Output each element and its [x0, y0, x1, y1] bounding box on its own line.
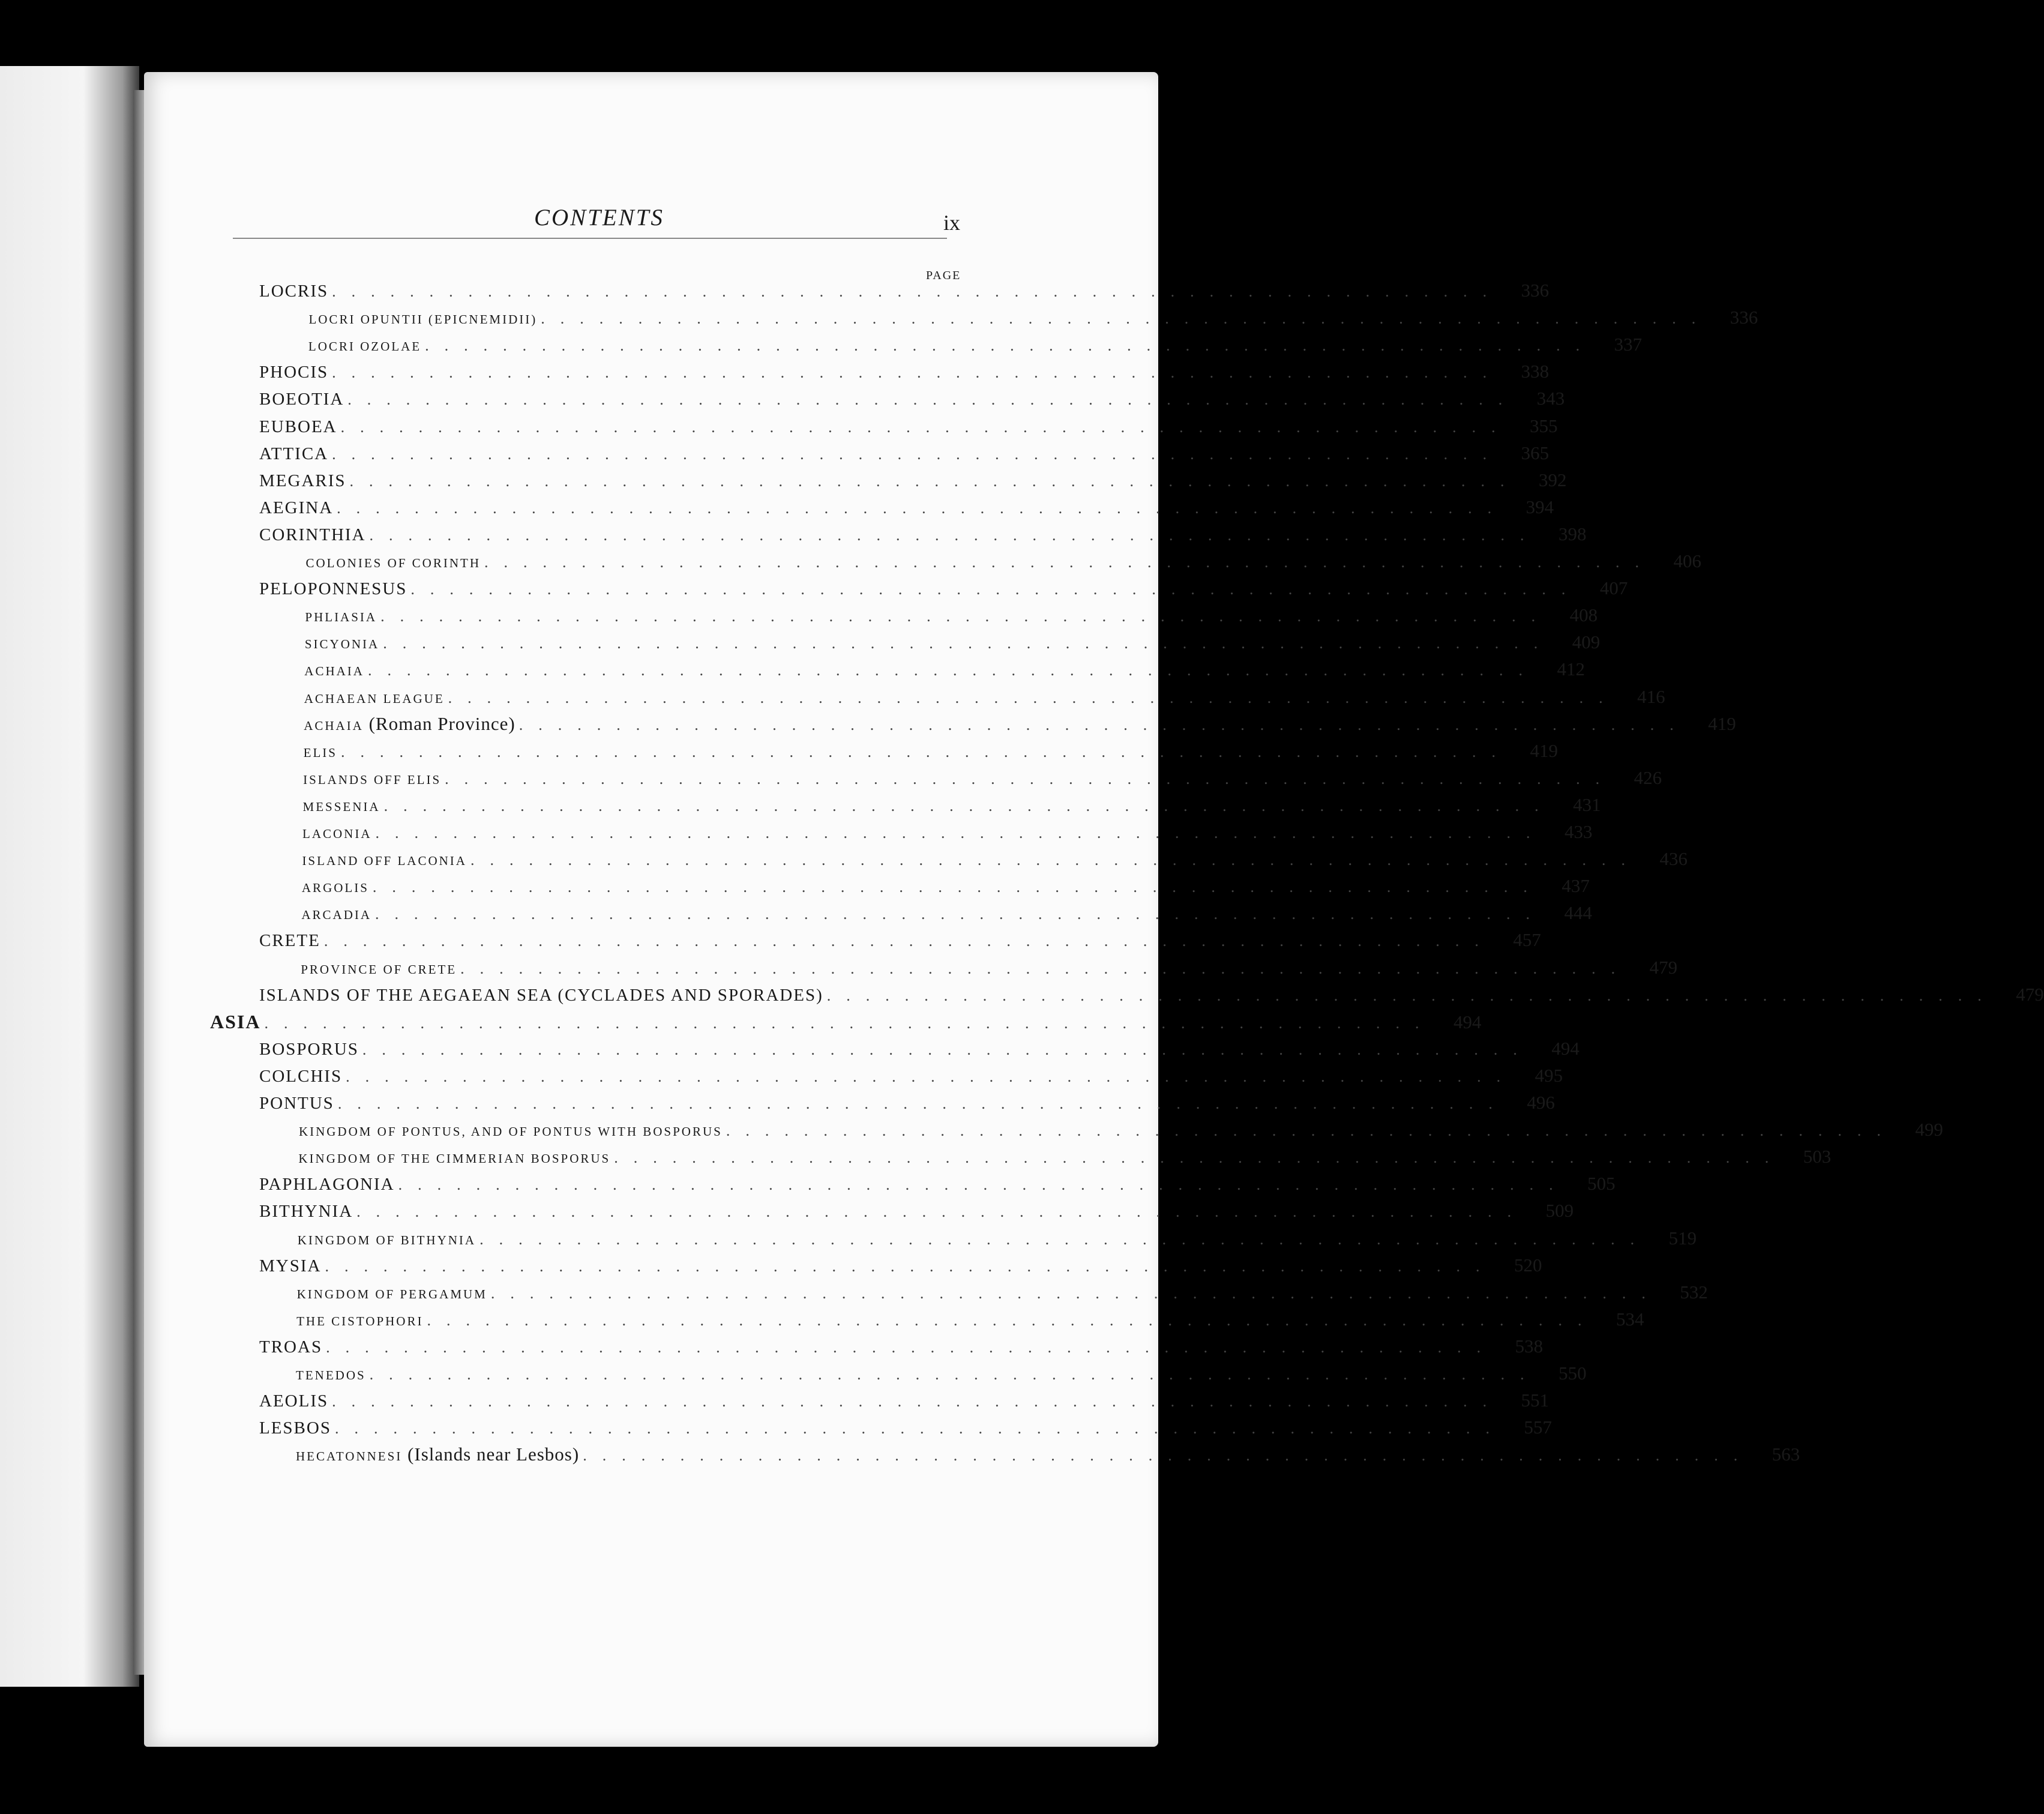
- entry-title-text: PROVINCE OF CRETE: [301, 962, 457, 977]
- entry-page-number: 338: [1521, 361, 1550, 382]
- contents-entry: [302, 794, 1601, 821]
- entry-page-number: 433: [1565, 821, 1593, 842]
- dot-leader: ............................................................: [380, 607, 1551, 625]
- contents-entry: [259, 1254, 1542, 1281]
- entry-page-number: 398: [1559, 523, 1587, 544]
- contents-entry: [259, 1335, 1544, 1362]
- entry-title-text: PELOPONNESUS: [259, 579, 407, 599]
- entry-title: [304, 713, 519, 735]
- entry-title: [259, 1202, 356, 1222]
- entry-page-number: 337: [1614, 334, 1643, 355]
- dot-leader: ............................................................: [369, 526, 1540, 544]
- entry-title-text: LOCRIS: [259, 282, 329, 301]
- dot-leader: ............................................................: [337, 1095, 1508, 1112]
- entry-title: [259, 525, 370, 545]
- entry-title: [259, 444, 332, 464]
- entry-page-number: 551: [1521, 1390, 1550, 1411]
- contents-entry: [296, 1308, 1644, 1335]
- entry-title-text: AEOLIS: [259, 1391, 329, 1411]
- dot-leader: ............................................................: [264, 1014, 1435, 1032]
- entry-page-number: 419: [1530, 740, 1558, 761]
- entry-title: [296, 1444, 583, 1465]
- entry-page-number: 409: [1572, 631, 1601, 653]
- contents-entry: [305, 604, 1598, 631]
- entry-page-number: 532: [1680, 1281, 1708, 1303]
- contents-entry: [304, 631, 1601, 658]
- entry-title: [259, 1175, 398, 1195]
- dot-leader: ............................................................: [490, 1284, 1661, 1302]
- contents-entry: [303, 767, 1662, 794]
- entry-page-number: 494: [1551, 1037, 1580, 1059]
- contents-entry: [259, 496, 1554, 523]
- dot-leader: ............................................................: [332, 364, 1503, 382]
- entry-title: [304, 746, 341, 761]
- entry-page-number: 534: [1616, 1308, 1644, 1330]
- contents-entry: [298, 1146, 1832, 1172]
- contents-entry: [259, 1064, 1563, 1091]
- entry-title-text: HECATONNESI: [296, 1449, 403, 1464]
- entry-title: [301, 962, 460, 977]
- dot-leader: ............................................................: [541, 310, 1712, 328]
- entry-page-number: 496: [1527, 1092, 1555, 1113]
- contents-entry: [259, 415, 1558, 442]
- dot-leader: ............................................................: [425, 337, 1596, 355]
- entry-title-text: ELIS: [303, 745, 337, 760]
- entry-title-text: COLONIES OF CORINTH: [305, 556, 481, 570]
- entry-title-text: LOCRI OZOLAE: [308, 339, 422, 354]
- entry-title-text: PONTUS: [259, 1094, 334, 1113]
- contents-entry: [308, 307, 1758, 333]
- contents-entry: [303, 740, 1558, 767]
- entry-title: [308, 312, 541, 327]
- entry-title-text: COLCHIS: [259, 1066, 343, 1086]
- entry-title-text: TENEDOS: [296, 1368, 366, 1382]
- entry-title: [259, 498, 337, 518]
- entry-title-text: ASIA: [210, 1010, 261, 1032]
- entry-title: [296, 1368, 370, 1383]
- entry-title: [306, 556, 485, 571]
- entry-title-extra: (Islands near Lesbos): [402, 1444, 580, 1465]
- dot-leader: ............................................................: [519, 716, 1689, 734]
- entry-title: [301, 908, 375, 923]
- entry-title: [259, 282, 332, 301]
- entry-title-text: LOCRI OPUNTII (EPICNEMIDII): [308, 312, 538, 327]
- entry-page-number: 499: [1915, 1119, 1943, 1141]
- entry-title-text: EUBOEA: [259, 417, 337, 436]
- contents-entry: [308, 334, 1643, 360]
- entry-page-number: 509: [1545, 1200, 1574, 1222]
- entry-title-text: LACONIA: [302, 827, 372, 841]
- dot-leader: ............................................................: [332, 445, 1503, 463]
- page-number: ix: [943, 211, 961, 235]
- entry-title-text: ACHAIA: [304, 664, 364, 679]
- dot-leader: ............................................................: [356, 1203, 1527, 1221]
- entry-title: [303, 800, 384, 815]
- entry-page-number: 406: [1673, 550, 1702, 571]
- entry-page-number: 419: [1708, 713, 1736, 734]
- entry-title: [259, 390, 347, 409]
- dot-leader: ............................................................: [323, 932, 1494, 950]
- entry-page-number: 557: [1524, 1417, 1552, 1438]
- dot-leader: ............................................................: [325, 1257, 1495, 1275]
- entry-title-text: ISLANDS OF THE AEGAEAN SEA (CYCLADES AND SPORADES): [259, 985, 823, 1005]
- contents-entry: [304, 658, 1585, 685]
- entry-title-text: TROAS: [259, 1337, 323, 1357]
- entry-title: [259, 417, 341, 437]
- dot-leader: ............................................................: [367, 661, 1538, 679]
- entry-title: [259, 1418, 335, 1438]
- contents-entry: [259, 929, 1541, 956]
- running-title: CONTENTS: [534, 205, 664, 231]
- contents-entry: [298, 1119, 1943, 1145]
- contents-entry: [259, 1390, 1550, 1416]
- entry-title: [304, 664, 368, 679]
- entry-title-text: BOSPORUS: [259, 1039, 359, 1059]
- dot-leader: ............................................................: [383, 634, 1554, 652]
- entry-title-text: KINGDOM OF PONTUS, AND OF PONTUS WITH BOSPORUS: [298, 1124, 723, 1139]
- entry-title: [259, 471, 350, 491]
- entry-title-text: THE CISTOPHORI: [296, 1313, 424, 1328]
- contents-entry: [259, 280, 1550, 306]
- contents-entry: [259, 1037, 1580, 1064]
- entry-page-number: 563: [1772, 1444, 1800, 1465]
- entry-page-number: 479: [1649, 956, 1678, 978]
- entry-page-number: 550: [1559, 1363, 1587, 1384]
- entry-title-text: CORINTHIA: [259, 525, 366, 544]
- entry-title-text: LESBOS: [259, 1418, 331, 1438]
- entry-title-text: PAPHLAGONIA: [259, 1175, 395, 1195]
- entry-title-text: MESSENIA: [302, 799, 380, 814]
- entry-page-number: 426: [1634, 767, 1662, 788]
- entry-title: [259, 579, 410, 599]
- contents-entry: [259, 1173, 1616, 1199]
- dot-leader: ............................................................: [410, 580, 1581, 598]
- contents-entry: [301, 875, 1590, 902]
- entry-title-text: BITHYNIA: [259, 1202, 353, 1222]
- dot-leader: ............................................................: [583, 1447, 1754, 1465]
- entry-page-number: 336: [1730, 307, 1758, 328]
- dot-leader: ............................................................: [326, 1338, 1497, 1356]
- entry-page-number: 416: [1637, 686, 1665, 707]
- entry-title: [259, 1337, 326, 1357]
- contents-entry: [296, 1281, 1708, 1308]
- entry-title: [305, 637, 383, 652]
- entry-title: [304, 692, 448, 707]
- dot-leader: ............................................................: [826, 986, 1997, 1004]
- entry-page-number: 437: [1562, 875, 1590, 897]
- page-column-label: PAGE: [926, 269, 961, 282]
- entry-title-text: SICYONIA: [304, 637, 380, 652]
- entry-page-number: 479: [2016, 983, 2044, 1005]
- contents-entry: [259, 983, 2044, 1010]
- dot-leader: ............................................................: [346, 1067, 1516, 1085]
- entry-title-text: MYSIA: [259, 1256, 322, 1276]
- entry-title: [308, 339, 425, 354]
- entry-page-number: 436: [1659, 848, 1688, 870]
- entry-title: [302, 881, 373, 896]
- dot-leader: ............................................................: [614, 1149, 1785, 1167]
- entry-page-number: 408: [1569, 604, 1598, 626]
- entry-title-text: MEGARIS: [259, 471, 346, 490]
- entry-title: [303, 773, 445, 788]
- entry-page-number: 505: [1587, 1173, 1616, 1195]
- entry-title: [302, 827, 376, 842]
- contents-entry: [305, 550, 1702, 577]
- entry-title: [297, 1287, 491, 1302]
- contents-entry: [304, 713, 1736, 740]
- entry-page-number: 365: [1521, 442, 1550, 463]
- entry-title: [259, 1256, 325, 1276]
- entry-title: [259, 986, 827, 1005]
- dot-leader: ............................................................: [398, 1176, 1569, 1194]
- dot-leader: ............................................................: [332, 283, 1503, 300]
- contents-entry: [301, 902, 1593, 929]
- dot-leader: ............................................................: [340, 743, 1511, 761]
- entry-page-number: 520: [1513, 1254, 1542, 1276]
- contents-entry: [210, 1010, 1482, 1037]
- contents-entry: [259, 1200, 1574, 1226]
- entry-page-number: 519: [1668, 1227, 1697, 1249]
- entry-page-number: 494: [1453, 1011, 1482, 1032]
- entry-page-number: 343: [1536, 388, 1565, 409]
- contents-entry: [259, 361, 1550, 387]
- dot-leader: ............................................................: [460, 959, 1631, 977]
- entry-title: [259, 1094, 338, 1113]
- entry-page-number: 444: [1564, 902, 1593, 924]
- contents-entry: [259, 469, 1567, 496]
- dot-leader: ............................................................: [479, 1230, 1650, 1248]
- dot-leader: ............................................................: [484, 553, 1655, 571]
- entry-page-number: 355: [1530, 415, 1558, 436]
- dot-leader: ............................................................: [372, 878, 1543, 896]
- entry-title-text: BOEOTIA: [259, 390, 344, 409]
- entry-title-text: ACHAIA: [304, 718, 364, 733]
- entry-title-text: ARGOLIS: [301, 881, 369, 896]
- entry-page-number: 538: [1515, 1335, 1544, 1357]
- dot-leader: ............................................................: [332, 1393, 1503, 1411]
- entry-page-number: 412: [1557, 658, 1585, 680]
- dot-leader: ............................................................: [445, 770, 1616, 788]
- entry-page-number: 431: [1573, 794, 1601, 815]
- contents-entry: [297, 1227, 1697, 1254]
- contents-entry: [259, 1417, 1552, 1443]
- entry-title-text: ISLAND OFF LACONIA: [302, 854, 467, 869]
- entry-title-text: CRETE: [259, 931, 320, 951]
- entry-title-text: PHOCIS: [259, 363, 329, 382]
- entry-title: [298, 1151, 614, 1166]
- contents-entry: [301, 956, 1678, 983]
- contents-entry: [259, 442, 1550, 469]
- entry-title-text: AEGINA: [259, 498, 334, 517]
- dot-leader: ............................................................: [340, 418, 1511, 436]
- dot-leader: ............................................................: [470, 851, 1641, 869]
- entry-page-number: 336: [1521, 280, 1550, 301]
- dot-leader: ............................................................: [337, 499, 1507, 517]
- entry-title-text: ARCADIA: [301, 908, 372, 923]
- entry-title-text: PHLIASIA: [305, 610, 377, 625]
- contents-entry: [259, 577, 1628, 604]
- entry-title-text: KINGDOM OF PERGAMUM: [296, 1286, 487, 1301]
- entry-title: [302, 854, 470, 869]
- entry-page-number: 503: [1803, 1146, 1832, 1168]
- contents-entry: [302, 848, 1688, 875]
- dot-leader: ............................................................: [383, 797, 1554, 815]
- entry-title-text: ACHAEAN LEAGUE: [304, 691, 445, 706]
- entry-title: [259, 931, 324, 951]
- entry-title: [259, 1067, 346, 1086]
- dot-leader: ............................................................: [334, 1420, 1505, 1438]
- entry-title-text: KINGDOM OF THE CIMMERIAN BOSPORUS: [298, 1151, 611, 1166]
- entry-title-extra: (Roman Province): [363, 713, 516, 734]
- entry-title: [299, 1124, 726, 1139]
- dot-leader: ............................................................: [347, 391, 1518, 409]
- dot-leader: ............................................................: [448, 689, 1619, 707]
- contents-entry: [259, 523, 1587, 550]
- dot-leader: ............................................................: [362, 1040, 1533, 1058]
- dot-leader: ............................................................: [375, 905, 1546, 923]
- contents-entry: [259, 1092, 1555, 1118]
- contents-entry: [259, 388, 1565, 414]
- entry-title: [298, 1233, 479, 1248]
- dot-leader: ............................................................: [427, 1311, 1598, 1329]
- contents-entry: [296, 1444, 1800, 1470]
- entry-page-number: 407: [1599, 577, 1628, 599]
- entry-title: [305, 610, 380, 625]
- dot-leader: ............................................................: [369, 1366, 1540, 1383]
- entry-title: [259, 363, 332, 382]
- contents-entry: [302, 821, 1593, 848]
- entry-title-text: ATTICA: [259, 444, 329, 463]
- entry-page-number: 457: [1513, 929, 1541, 951]
- entry-title: [296, 1314, 427, 1329]
- entry-page-number: 495: [1535, 1064, 1563, 1086]
- dot-leader: ............................................................: [349, 472, 1520, 490]
- entry-title-text: KINGDOM OF BITHYNIA: [297, 1232, 476, 1247]
- dot-leader: ............................................................: [726, 1122, 1896, 1140]
- entry-title: [210, 1011, 264, 1033]
- entry-title-text: ISLANDS OFF ELIS: [303, 772, 442, 787]
- entry-title: [259, 1391, 332, 1411]
- contents-entry: [296, 1363, 1587, 1389]
- dot-leader: ............................................................: [375, 824, 1546, 842]
- contents-entry: [304, 686, 1665, 713]
- entry-page-number: 394: [1525, 496, 1554, 517]
- entry-title: [259, 1040, 362, 1059]
- entry-page-number: 392: [1539, 469, 1567, 490]
